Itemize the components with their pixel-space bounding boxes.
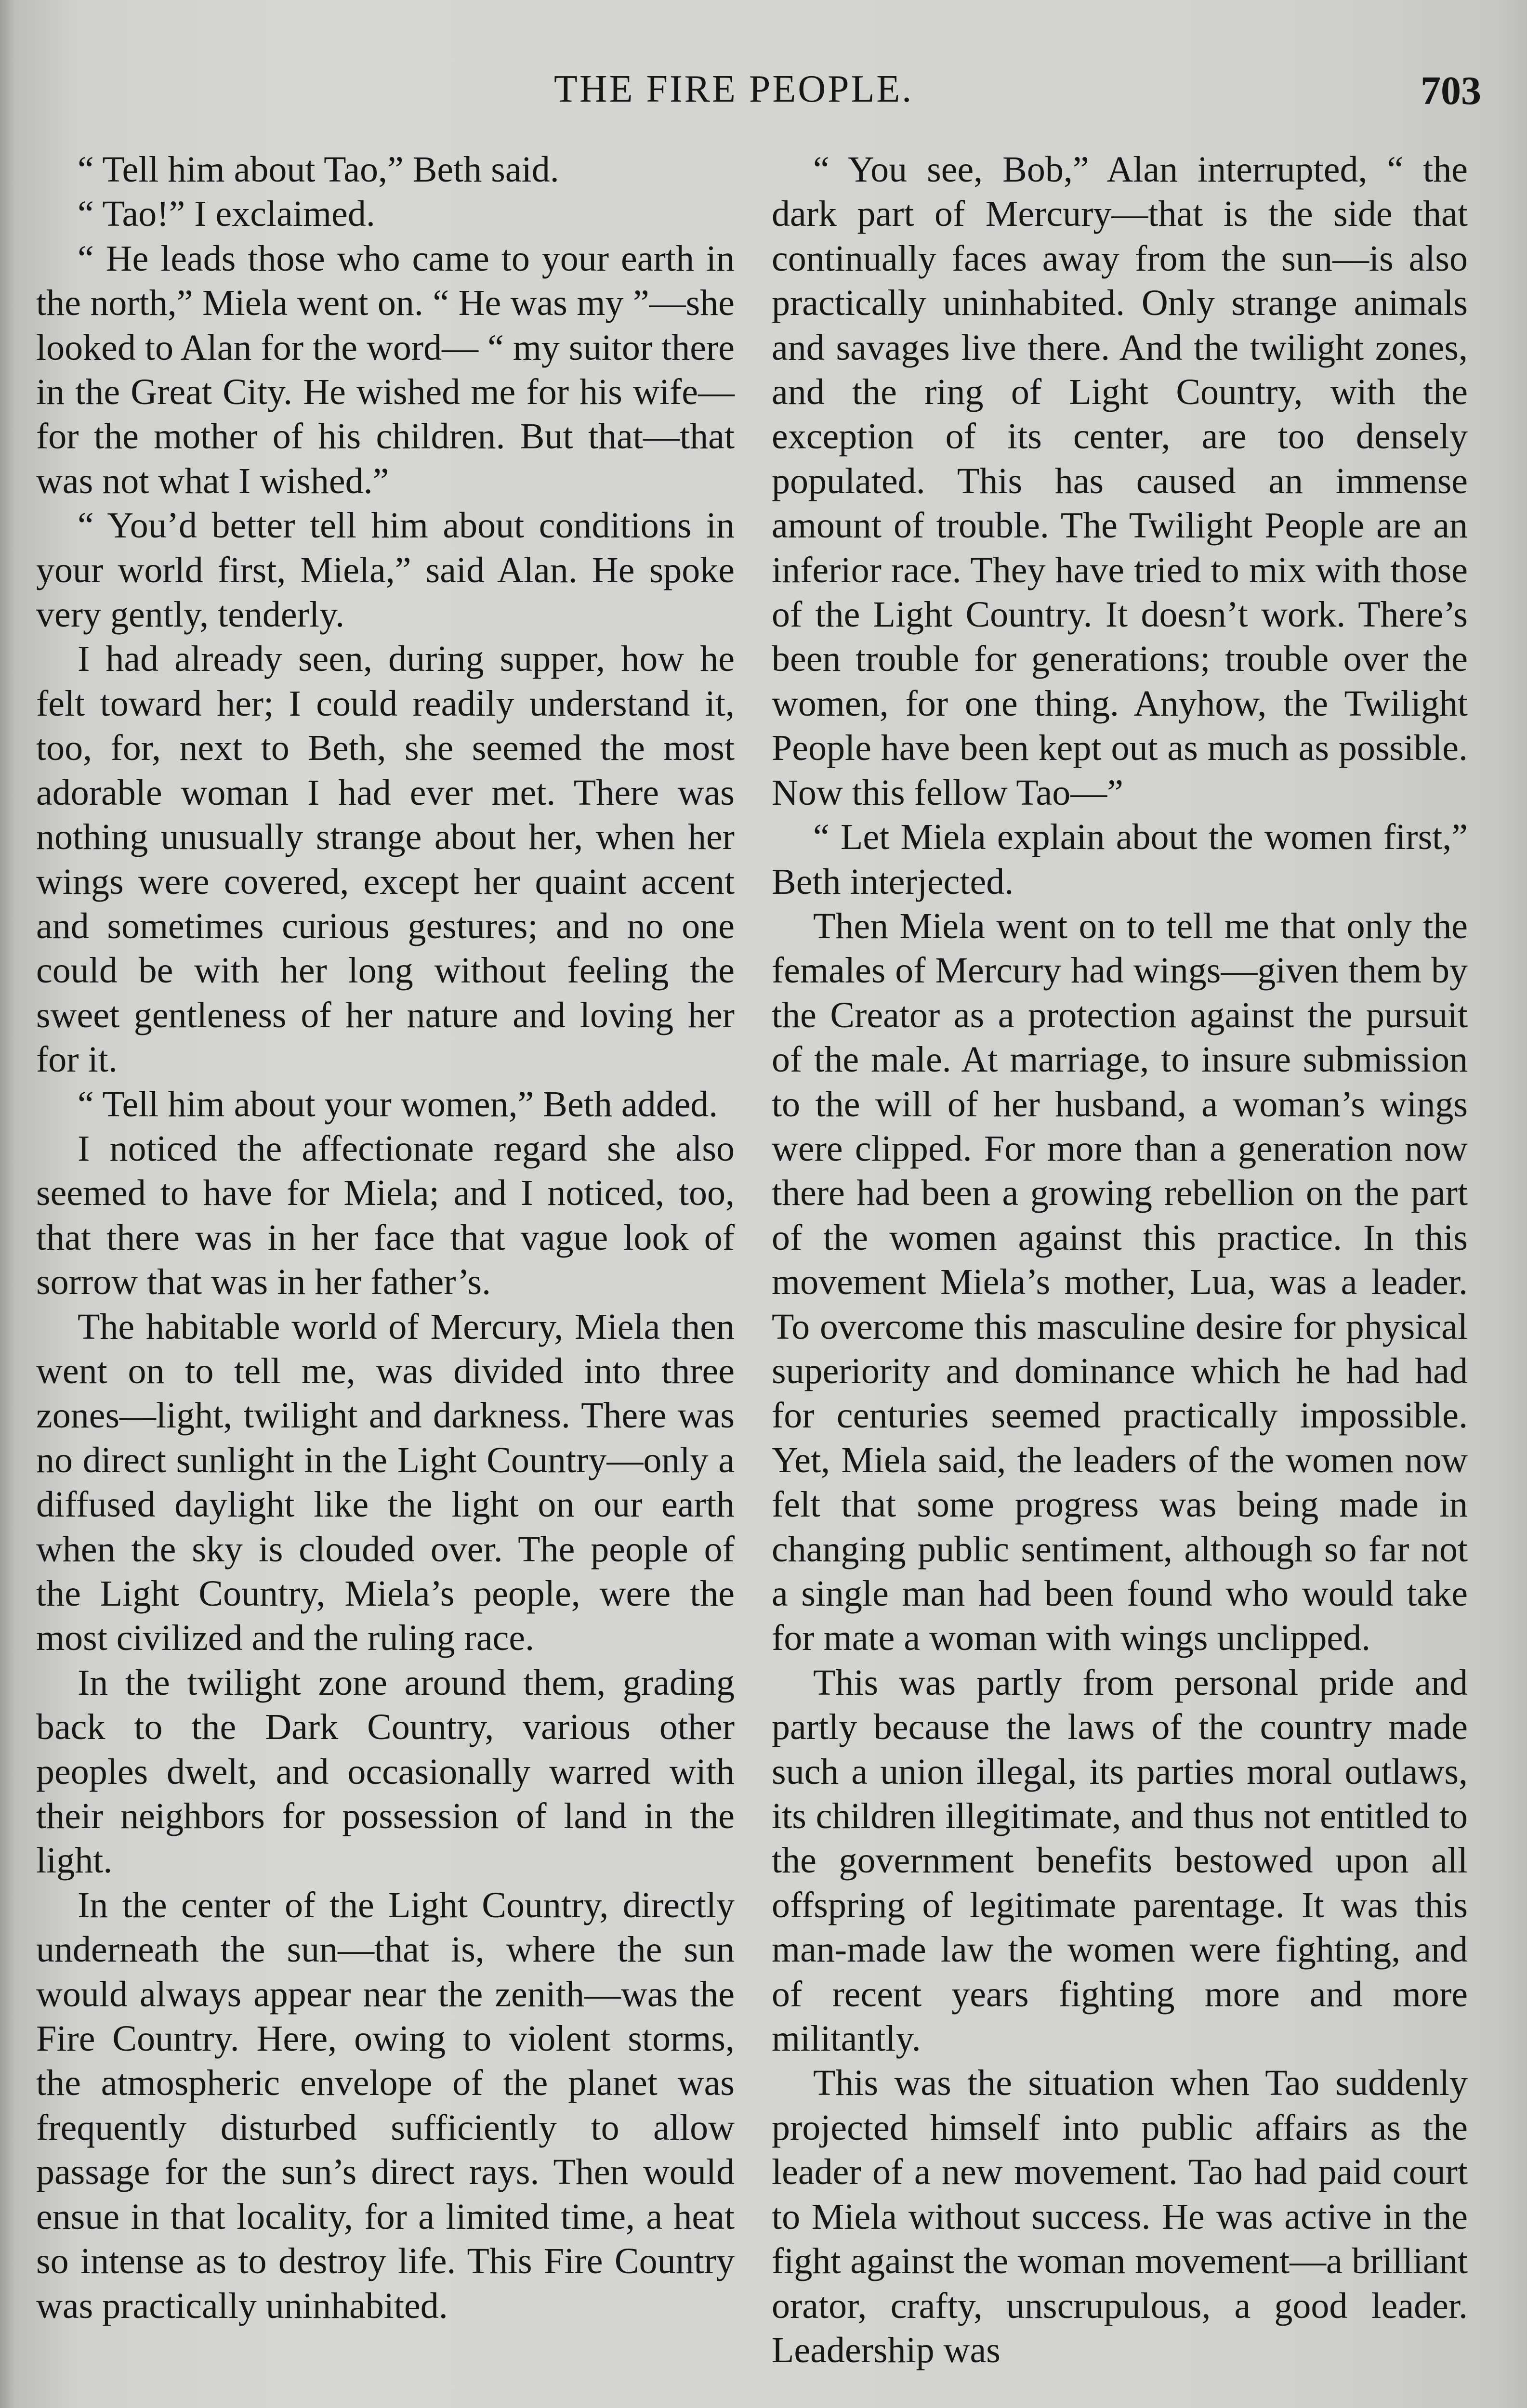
page-header	[0, 67, 1527, 120]
left-column	[36, 147, 735, 2328]
paragraph: “ You see, Bob,” Alan interrupted, “ the dark part of Mercury—that is the side that continually faces away from the sun—is also practically uninhabited. Only strange animals and savages live there. And the twilight zones, and the ring of Light Country, with the exception of its center, are too densely populated. This has caused an immense amount of trouble. The Twilight People are an inferior race. They have tried to mix with those of the Light Country. It doesn’t work. There’s been trouble for generations; trouble over the women, for one thing. Anyhow, the Twilight People have been kept out as much as possible. Now this fellow Tao—”	[772, 149, 1468, 813]
paragraph: I had already seen, during supper, how he felt toward her; I could readily understand it, too, for, next to Beth, she seemed the most adorable woman I had ever met. There was nothing unusually strange about her, when her wings were covered, except her quaint accent and sometimes curious gestures; and no one could be with her long without feeling the sweet gentleness of her nature and loving her for it.	[36, 639, 735, 1080]
paragraph: In the center of the Light Country, directly underneath the sun—that is, where the sun would always appear near the zenith—was the Fire Country. Here, owing to violent storms, the atmospheric envelope of the planet was frequently disturbed sufficiently to allow passage for the sun’s direct rays. Then would ensue in that locality, for a limited time, a heat so intense as to destroy life. This Fire Country was practically uninhabited.	[36, 1885, 735, 2326]
paragraph: The habitable world of Mercury, Miela then went on to tell me, was divided into three zones—light, twilight and darkness. There was no direct sunlight in the Light Country—only a diffused daylight like the light on our earth when the sky is clouded over. The people of the Light Country, Miela’s people, were the most civilized and the ruling race.	[36, 1306, 735, 1659]
paragraph: I noticed the affectionate regard she also seemed to have for Miela; and I noticed, too, that there was in her face that vague look of sorrow that was in her father’s.	[36, 1128, 735, 1303]
paragraph: This was partly from personal pride and partly because the laws of the country made such a union illegal, its parties moral outlaws, its children illegitimate, and thus not entitled to the government benefits bestowed upon all offspring of legitimate parentage. It was this man-made law the women were fighting, and of recent years fighting more and more militantly.	[772, 1662, 1468, 2059]
paragraph: Then Miela went on to tell me that only the females of Mercury had wings—given them by the Creator as a protection against the pursuit of the male. At marriage, to insure submission to the will of her husband, a woman’s wings were clipped. For more than a generation now there had been a growing rebellion on the part of the women against this practice. In this movement Miela’s mother, Lua, was a leader. To overcome this masculine desire for physical superiority and dominance which he had had for centuries seemed practically impossible. Yet, Miela said, the leaders of the women now felt that some progress was being made in changing public sentiment, although so far not a single man had been found who would take for mate a woman with wings unclipped.	[772, 905, 1468, 1659]
running-title: THE FIRE PEOPLE.	[554, 68, 914, 110]
paragraph: “ Let Miela explain about the women first,” Beth interjected.	[772, 817, 1468, 902]
paragraph: In the twilight zone around them, grading back to the Dark Country, various other peoples dwelt, and occasionally warred with their neighbors for possession of land in the light.	[36, 1662, 735, 1881]
paragraph: This was the situation when Tao suddenly projected himself into public affairs as the leader of a new movement. Tao had paid court to Miela without success. He was active in the fight against the woman movement—a brilliant orator, crafty, unscrupulous, a good leader. Leadership was	[772, 2063, 1468, 2370]
paragraph: “ You’d better tell him about conditions in your world first, Miela,” said Alan. He spoke very gently, tenderly.	[36, 505, 735, 635]
page-number: 703	[1421, 68, 1481, 113]
paragraph: “ He leads those who came to your earth in the north,” Miela went on. “ He was my ”—she looked to Alan for the word— “ my suitor there in the Great City. He wished me for his wife—for the mother of his children. But that—that was not what I wished.”	[36, 238, 735, 501]
paragraph: “ Tell him about your women,” Beth added.	[78, 1084, 718, 1125]
paragraph: “ Tao!” I exclaimed.	[78, 194, 375, 235]
paragraph: “ Tell him about Tao,” Beth said.	[78, 149, 559, 190]
right-column	[772, 147, 1468, 2372]
